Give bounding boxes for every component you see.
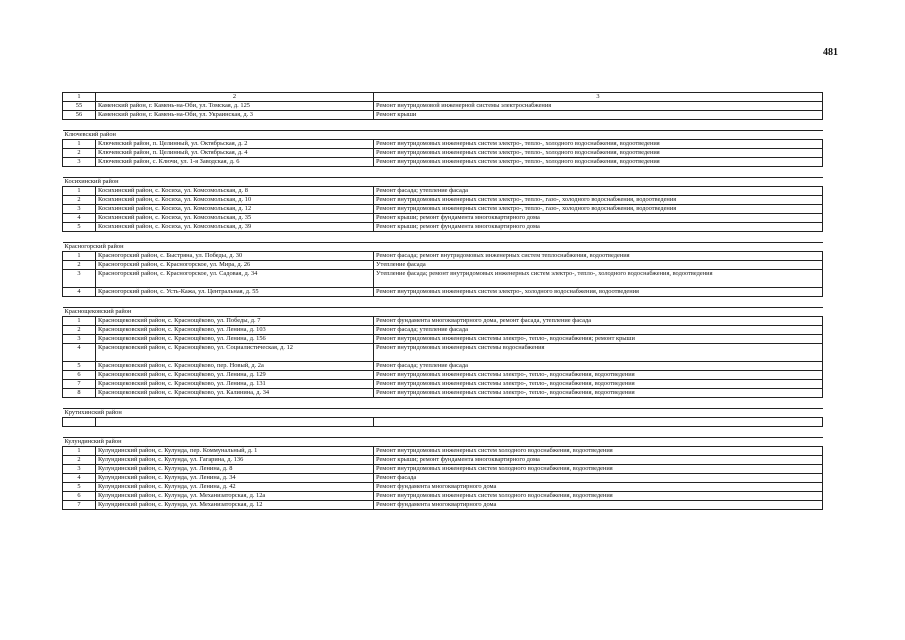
section-spacer [63, 120, 823, 131]
row-number: 3 [63, 270, 96, 288]
row-work: Ремонт внутридомовой инженерной системы электроснабжения [374, 102, 823, 111]
row-work: Ремонт крыши; ремонт фундамента многоквартирного дома [374, 214, 823, 223]
row-work: Ремонт крыши; ремонт фундамента многоквартирного дома [374, 223, 823, 232]
table-row [63, 223, 823, 232]
row-work: Ремонт фасада; утепление фасада [374, 187, 823, 196]
row-address: Краснощековский район, с. Краснощёково, ул. Калинина, д. 34 [96, 389, 374, 398]
row-number [63, 418, 96, 427]
row-address: Краснощековский район, с. Краснощёково, ул. Социалистическая, д. 12 [96, 344, 374, 362]
header-cell-2: 2 [96, 93, 374, 102]
row-number: 5 [63, 223, 96, 232]
row-work: Ремонт фундамента многоквартирного дома, ремонт фасада, утепление фасада [374, 317, 823, 326]
row-number: 3 [63, 335, 96, 344]
row-address: Ключевский район, п. Целинный, ул. Октябрьская, д. 4 [96, 149, 374, 158]
row-work: Ремонт внутридомовых инженерных системы водоснабжения [374, 344, 823, 362]
section-spacer [63, 167, 823, 178]
row-work: Ремонт фасада; утепление фасада [374, 326, 823, 335]
table-row [63, 380, 823, 389]
table-row [63, 111, 823, 120]
section-header [63, 438, 823, 447]
row-address: Кулундинский район, с. Кулунда, ул. Механизаторская, д. 12а [96, 492, 374, 501]
spacer-cell [63, 398, 823, 409]
row-address: Красногорский район, с. Красногорское, ул. Мира, д. 26 [96, 261, 374, 270]
row-address: Краснощековский район, с. Краснощёково, ул. Ленина, д. 156 [96, 335, 374, 344]
row-address: Каменский район, г. Камень-на-Оби, ул. Томская, д. 125 [96, 102, 374, 111]
row-address: Красногорский район, с. Быстряна, ул. Победы, д. 30 [96, 252, 374, 261]
table-body [63, 93, 823, 510]
row-address: Косихинский район, с. Косиха, ул. Комсомольская, д. 10 [96, 196, 374, 205]
row-address: Ключевский район, с. Ключи, ул. 1-я Заводская, д. 6 [96, 158, 374, 167]
row-work: Ремонт крыши [374, 111, 823, 120]
row-address: Красногорский район, с. Усть-Кажа, ул. Центральная, д. 55 [96, 288, 374, 297]
section-spacer [63, 297, 823, 308]
row-number: 3 [63, 158, 96, 167]
section-header [63, 178, 823, 187]
row-work: Ремонт фундамента многоквартирного дома [374, 501, 823, 510]
row-number: 2 [63, 149, 96, 158]
table-row [63, 270, 823, 288]
row-work: Ремонт внутридомовых инженерных системы электро-, тепло-, водоснабжения, водоотведения [374, 389, 823, 398]
section-title: Ключевский район [63, 131, 823, 140]
row-number: 8 [63, 389, 96, 398]
row-address: Кулундинский район, с. Кулунда, ул. Ленина, д. 34 [96, 474, 374, 483]
row-number: 7 [63, 380, 96, 389]
table-row [63, 483, 823, 492]
table-row [63, 252, 823, 261]
table-row [63, 187, 823, 196]
section-spacer [63, 398, 823, 409]
row-address: Косихинский район, с. Косиха, ул. Комсомольская, д. 39 [96, 223, 374, 232]
header-cell-3: 3 [374, 93, 823, 102]
row-work: Ремонт фасада; утепление фасада [374, 362, 823, 371]
row-work: Ремонт внутридомовых инженерных систем электро-, тепло-, холодного водоснабжения, водоотведения [374, 158, 823, 167]
section-title: Красногорский район [63, 243, 823, 252]
section-header [63, 308, 823, 317]
table-row [63, 214, 823, 223]
table-row [63, 418, 823, 427]
table-row [63, 205, 823, 214]
header-cell-1: 1 [63, 93, 96, 102]
section-title: Крутихинский район [63, 409, 823, 418]
row-number: 7 [63, 501, 96, 510]
row-address: Косихинский район, с. Косиха, ул. Комсомольская, д. 35 [96, 214, 374, 223]
row-work: Утепление фасада [374, 261, 823, 270]
row-work: Ремонт внутридомовых инженерных системы электро-, тепло-, водоснабжения, водоотведения [374, 371, 823, 380]
row-number: 4 [63, 288, 96, 297]
table-row [63, 288, 823, 297]
row-number: 1 [63, 317, 96, 326]
row-work: Ремонт внутридомовых инженерных систем электро-, тепло-, газо-, холодного водоснабжения, водоотведения [374, 205, 823, 214]
row-number: 1 [63, 252, 96, 261]
row-work: Ремонт фасада; ремонт внутридомовых инженерных систем теплоснабжения, водоотведения [374, 252, 823, 261]
spacer-cell [63, 167, 823, 178]
row-number: 4 [63, 474, 96, 483]
table-row [63, 344, 823, 362]
row-work: Утепление фасада; ремонт внутридомовых инженерных систем электро-, тепло-, холодного водоснабжения, водоотведения [374, 270, 823, 288]
spacer-cell [63, 232, 823, 243]
row-work: Ремонт внутридомовых инженерных системы электро-, тепло-, водоснабжения, водоотведения [374, 380, 823, 389]
table-row [63, 102, 823, 111]
header-row [63, 93, 823, 102]
row-address: Ключевский район, п. Целинный, ул. Октябрьская, д. 2 [96, 140, 374, 149]
section-title: Кулундинский район [63, 438, 823, 447]
row-work: Ремонт внутридомовых инженерных систем электро-, тепло-, газо-, холодного водоснабжения, водоотведения [374, 196, 823, 205]
row-number: 2 [63, 196, 96, 205]
row-work: Ремонт внутридомовых инженерных систем холодного водоснабжения, водоотведения [374, 492, 823, 501]
row-work: Ремонт фундамента многоквартирного дома [374, 483, 823, 492]
row-number: 5 [63, 362, 96, 371]
table-row [63, 317, 823, 326]
section-title: Косихинский район [63, 178, 823, 187]
table-row [63, 456, 823, 465]
row-work: Ремонт внутридомовых инженерных систем холодного водоснабжения, водоотведения [374, 447, 823, 456]
row-number: 2 [63, 456, 96, 465]
row-work: Ремонт внутридомовых инженерных систем электро-, тепло-, холодного водоснабжения, водоотведения [374, 140, 823, 149]
table-row [63, 465, 823, 474]
table-row [63, 371, 823, 380]
row-number: 6 [63, 492, 96, 501]
table-row [63, 492, 823, 501]
row-number: 4 [63, 344, 96, 362]
table-row [63, 474, 823, 483]
row-number: 2 [63, 326, 96, 335]
row-address: Красногорский район, с. Красногорское, ул. Садовая, д. 34 [96, 270, 374, 288]
row-number: 5 [63, 483, 96, 492]
row-number: 55 [63, 102, 96, 111]
row-number: 6 [63, 371, 96, 380]
page-number: 481 [823, 47, 838, 58]
row-number: 3 [63, 205, 96, 214]
table-row [63, 196, 823, 205]
row-address: Косихинский район, с. Косиха, ул. Комсомольская, д. 8 [96, 187, 374, 196]
row-address: Краснощековский район, с. Краснощёково, пер. Новый, д. 2а [96, 362, 374, 371]
table-row [63, 447, 823, 456]
row-number: 1 [63, 140, 96, 149]
table-row [63, 326, 823, 335]
row-address: Краснощековский район, с. Краснощёково, ул. Ленина, д. 103 [96, 326, 374, 335]
row-number: 2 [63, 261, 96, 270]
repair-program-table [62, 92, 823, 510]
row-work: Ремонт внутридомовых инженерных систем электро-, холодного водоснабжения, водоотведения [374, 288, 823, 297]
row-number: 56 [63, 111, 96, 120]
section-header [63, 131, 823, 140]
section-header [63, 243, 823, 252]
row-address: Косихинский район, с. Косиха, ул. Комсомольская, д. 12 [96, 205, 374, 214]
spacer-cell [63, 120, 823, 131]
row-address: Кулундинский район, с. Кулунда, ул. Механизаторская, д. 12 [96, 501, 374, 510]
section-spacer [63, 427, 823, 438]
row-address: Кулундинский район, с. Кулунда, ул. Гагарина, д. 136 [96, 456, 374, 465]
row-work: Ремонт внутридомовых инженерных систем электро-, тепло-, холодного водоснабжения, водоотведения [374, 149, 823, 158]
row-address: Каменский район, г. Камень-на-Оби, ул. Украинская, д. 3 [96, 111, 374, 120]
row-address: Краснощековский район, с. Краснощёково, ул. Победы, д. 7 [96, 317, 374, 326]
section-title: Краснощековский район [63, 308, 823, 317]
row-work: Ремонт внутридомовых инженерных системы электро-, тепло-, водоснабжения; ремонт крыши [374, 335, 823, 344]
row-address: Краснощековский район, с. Краснощёково, ул. Ленина, д. 129 [96, 371, 374, 380]
row-number: 4 [63, 214, 96, 223]
section-spacer [63, 232, 823, 243]
table-row [63, 335, 823, 344]
row-address: Краснощековский район, с. Краснощёково, ул. Ленина, д. 131 [96, 380, 374, 389]
row-address: Кулундинский район, с. Кулунда, пер. Коммунальный, д. 1 [96, 447, 374, 456]
table-row [63, 501, 823, 510]
row-work [374, 418, 823, 427]
row-number: 1 [63, 447, 96, 456]
table-row [63, 149, 823, 158]
row-address: Кулундинский район, с. Кулунда, ул. Ленина, д. 8 [96, 465, 374, 474]
row-work: Ремонт крыши; ремонт фундамента многоквартирного дома [374, 456, 823, 465]
section-header [63, 409, 823, 418]
table-row [63, 261, 823, 270]
row-work: Ремонт внутридомовых инженерных систем холодного водоснабжения, водоотведения [374, 465, 823, 474]
spacer-cell [63, 427, 823, 438]
row-number: 1 [63, 187, 96, 196]
row-address [96, 418, 374, 427]
row-number: 3 [63, 465, 96, 474]
row-work: Ремонт фасада [374, 474, 823, 483]
row-address: Кулундинский район, с. Кулунда, ул. Ленина, д. 42 [96, 483, 374, 492]
table-row [63, 158, 823, 167]
table-row [63, 362, 823, 371]
table-row [63, 389, 823, 398]
table-row [63, 140, 823, 149]
spacer-cell [63, 297, 823, 308]
